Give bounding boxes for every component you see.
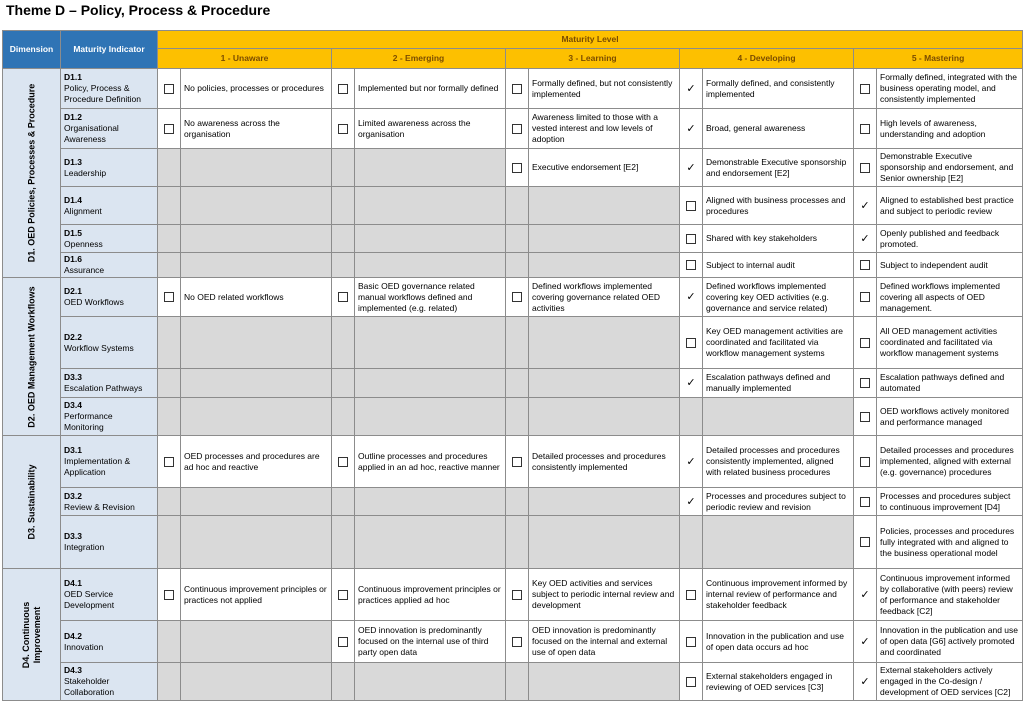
indicator-code: D1.1	[64, 72, 82, 82]
empty-cell	[355, 516, 506, 569]
checkmark-icon: ✓	[860, 634, 870, 648]
page-title: Theme D – Policy, Process & Procedure	[6, 2, 271, 18]
checkbox-icon[interactable]	[686, 338, 696, 348]
checkbox-icon[interactable]	[164, 590, 174, 600]
mark-cell	[158, 569, 181, 621]
empty-cell	[506, 398, 529, 436]
mark-cell	[854, 253, 877, 278]
table-row	[3, 187, 1023, 225]
checkbox-icon[interactable]	[860, 412, 870, 422]
empty-cell	[506, 187, 529, 225]
empty-cell	[158, 187, 181, 225]
mark-cell	[854, 398, 877, 436]
table-row	[3, 398, 1023, 436]
empty-cell	[332, 663, 355, 701]
empty-cell	[703, 516, 854, 569]
checkbox-icon[interactable]	[686, 201, 696, 211]
checkbox-icon[interactable]	[338, 84, 348, 94]
checkmark-icon: ✓	[860, 674, 870, 688]
table-row	[3, 278, 1023, 317]
level-description: Broad, general awareness	[703, 109, 854, 149]
mark-cell	[506, 621, 529, 663]
empty-cell	[529, 398, 680, 436]
mark-cell	[680, 69, 703, 109]
empty-cell	[355, 663, 506, 701]
level-description: Detailed processes and procedures implemented, aligned with external (e.g. governance) procedures	[877, 436, 1023, 488]
empty-cell	[680, 398, 703, 436]
checkbox-icon[interactable]	[512, 590, 522, 600]
level-description: External stakeholders actively engaged in the Co-design / development of OED services [C2]	[877, 663, 1023, 701]
dimension-cell	[3, 69, 61, 278]
checkbox-icon[interactable]	[686, 637, 696, 647]
empty-cell	[181, 225, 332, 253]
level-description: Demonstrable Executive sponsorship and endorsement [E2]	[703, 149, 854, 187]
checkbox-icon[interactable]	[512, 124, 522, 134]
empty-cell	[529, 663, 680, 701]
checkbox-icon[interactable]	[164, 292, 174, 302]
level-description: Formally defined, and consistently implemented	[703, 69, 854, 109]
level-description: Limited awareness across the organisation	[355, 109, 506, 149]
empty-cell	[158, 369, 181, 398]
indicator-cell	[61, 436, 158, 488]
indicator-name: Implementation & Application	[64, 456, 131, 477]
empty-cell	[680, 516, 703, 569]
empty-cell	[332, 253, 355, 278]
mark-cell	[158, 436, 181, 488]
mark-cell	[854, 516, 877, 569]
indicator-code: D3.3	[64, 531, 82, 541]
empty-cell	[529, 369, 680, 398]
indicator-name: Leadership	[64, 167, 107, 178]
mark-cell	[158, 109, 181, 149]
checkbox-icon[interactable]	[512, 637, 522, 647]
level-description: Escalation pathways defined and automated	[877, 369, 1023, 398]
indicator-name: Performance Monitoring	[64, 411, 113, 432]
mark-cell	[680, 369, 703, 398]
empty-cell	[332, 488, 355, 516]
indicator-code: D1.6	[64, 254, 82, 264]
empty-cell	[158, 621, 181, 663]
empty-cell	[158, 398, 181, 436]
mark-cell	[332, 436, 355, 488]
mark-cell	[854, 69, 877, 109]
mark-cell	[854, 278, 877, 317]
indicator-cell	[61, 109, 158, 149]
empty-cell	[355, 369, 506, 398]
mark-cell	[158, 69, 181, 109]
level-description: Processes and procedures subject to continuous improvement [D4]	[877, 488, 1023, 516]
checkmark-icon: ✓	[686, 81, 696, 95]
mark-cell	[854, 436, 877, 488]
indicator-cell	[61, 225, 158, 253]
table-row	[3, 621, 1023, 663]
mark-cell	[332, 278, 355, 317]
indicator-name: Organisational Awareness	[64, 123, 119, 144]
mark-cell	[680, 149, 703, 187]
empty-cell	[355, 488, 506, 516]
mark-cell	[854, 109, 877, 149]
empty-cell	[355, 149, 506, 187]
checkbox-icon[interactable]	[860, 124, 870, 134]
empty-cell	[181, 149, 332, 187]
checkbox-icon[interactable]	[686, 234, 696, 244]
indicator-code: D1.4	[64, 194, 82, 205]
empty-cell	[332, 369, 355, 398]
checkbox-icon[interactable]	[860, 292, 870, 302]
level-description: Aligned to established best practice and subject to periodic review	[877, 187, 1023, 225]
level-description: Subject to internal audit	[703, 253, 854, 278]
mark-cell	[854, 569, 877, 621]
indicator-code: D4.1	[64, 578, 82, 588]
checkbox-icon[interactable]	[686, 590, 696, 600]
empty-cell	[332, 149, 355, 187]
empty-cell	[355, 253, 506, 278]
level-description: Implemented but nor formally defined	[355, 69, 506, 109]
mark-cell	[680, 488, 703, 516]
checkmark-icon: ✓	[686, 290, 696, 303]
indicator-cell	[61, 317, 158, 369]
level-header-mastering: 5 - Mastering	[854, 49, 1023, 69]
empty-cell	[355, 225, 506, 253]
checkbox-icon[interactable]	[338, 124, 348, 134]
indicator-name: Assurance	[64, 265, 105, 275]
level-header-developing: 4 - Developing	[680, 49, 854, 69]
mark-cell	[506, 69, 529, 109]
indicator-name: OED Service Development	[64, 589, 115, 610]
empty-cell	[181, 516, 332, 569]
level-description: Continuous improvement principles or practices applied ad hoc	[355, 569, 506, 621]
level-description: Escalation pathways defined and manually implemented	[703, 369, 854, 398]
level-description: Aligned with business processes and procedures	[703, 187, 854, 225]
empty-cell	[158, 225, 181, 253]
level-description: OED innovation is predominantly focused on the internal use of third party open data	[355, 621, 506, 663]
table-row	[3, 317, 1023, 369]
mark-cell	[680, 621, 703, 663]
indicator-name: Integration	[64, 542, 105, 552]
indicator-code: D3.3	[64, 372, 82, 382]
empty-cell	[181, 253, 332, 278]
mark-cell	[854, 225, 877, 253]
checkbox-icon[interactable]	[338, 590, 348, 600]
checkbox-icon[interactable]	[860, 457, 870, 467]
mark-cell	[854, 369, 877, 398]
level-description: Subject to independent audit	[877, 253, 1023, 278]
checkbox-icon[interactable]	[686, 677, 696, 687]
checkbox-icon[interactable]	[338, 457, 348, 467]
checkbox-icon[interactable]	[860, 497, 870, 507]
indicator-name: OED Workflows	[64, 297, 124, 307]
indicator-code: D3.4	[64, 400, 82, 410]
dimension-label: D1. OED Policies, Processes & Procedure	[26, 83, 36, 263]
mark-cell	[680, 278, 703, 317]
mark-cell	[506, 436, 529, 488]
level-description: Basic OED governance related manual workflows defined and implemented (e.g. related)	[355, 278, 506, 317]
mark-cell	[680, 187, 703, 225]
indicator-code: D1.2	[64, 112, 82, 122]
level-description: External stakeholders engaged in reviewing of OED services [C3]	[703, 663, 854, 701]
empty-cell	[506, 663, 529, 701]
checkmark-icon: ✓	[860, 231, 870, 245]
level-description: No policies, processes or procedures	[181, 69, 332, 109]
checkbox-icon[interactable]	[338, 637, 348, 647]
indicator-cell	[61, 569, 158, 621]
checkbox-icon[interactable]	[512, 84, 522, 94]
mark-cell	[506, 278, 529, 317]
indicator-cell	[61, 253, 158, 278]
empty-cell	[355, 398, 506, 436]
empty-cell	[181, 369, 332, 398]
indicator-name: Workflow Systems	[64, 342, 134, 353]
empty-cell	[529, 488, 680, 516]
dimension-label: D3. Sustainability	[26, 464, 36, 540]
indicator-code: D3.2	[64, 490, 82, 501]
mark-cell	[854, 663, 877, 701]
empty-cell	[529, 187, 680, 225]
mark-cell	[332, 109, 355, 149]
level-description: Innovation in the publication and use of open data occurs ad hoc	[703, 621, 854, 663]
empty-cell	[181, 663, 332, 701]
empty-cell	[332, 516, 355, 569]
checkbox-icon[interactable]	[860, 163, 870, 173]
indicator-cell	[61, 663, 158, 701]
level-description: All OED management activities coordinated and facilitated via workflow management systems	[877, 317, 1023, 369]
level-description: Policies, processes and procedures fully integrated with and aligned to the business operational model	[877, 516, 1023, 569]
table-row	[3, 436, 1023, 488]
level-description: Key OED management activities are coordinated and facilitated via workflow management systems	[703, 317, 854, 369]
mark-cell	[332, 621, 355, 663]
mark-cell	[506, 569, 529, 621]
level-description: Continuous improvement principles or practices not applied	[181, 569, 332, 621]
empty-cell	[703, 398, 854, 436]
empty-cell	[158, 317, 181, 369]
level-description: Formally defined, but not consistently implemented	[529, 69, 680, 109]
level-description: High levels of awareness, understanding and adoption	[877, 109, 1023, 149]
indicator-name: Review & Revision	[64, 501, 135, 512]
checkmark-icon: ✓	[686, 376, 696, 389]
checkmark-icon: ✓	[686, 494, 696, 508]
level-description: Processes and procedures subject to periodic review and revision	[703, 488, 854, 516]
indicator-cell	[61, 398, 158, 436]
empty-cell	[506, 369, 529, 398]
dimension-label: D2. OED Management Workflows	[26, 285, 36, 428]
empty-cell	[181, 317, 332, 369]
indicator-cell	[61, 69, 158, 109]
level-description: OED workflows actively monitored and performance managed	[877, 398, 1023, 436]
empty-cell	[332, 317, 355, 369]
indicator-name: Escalation Pathways	[64, 383, 143, 393]
level-description: Key OED activities and services subject to periodic internal review and development	[529, 569, 680, 621]
dimension-cell	[3, 436, 61, 569]
dimension-cell	[3, 278, 61, 436]
level-description: Openly published and feedback promoted.	[877, 225, 1023, 253]
checkmark-icon: ✓	[686, 121, 696, 135]
checkbox-icon[interactable]	[686, 260, 696, 270]
empty-cell	[332, 398, 355, 436]
empty-cell	[181, 488, 332, 516]
checkbox-icon[interactable]	[860, 338, 870, 348]
empty-cell	[529, 225, 680, 253]
checkmark-icon: ✓	[860, 198, 870, 212]
checkmark-icon: ✓	[860, 587, 870, 601]
level-description: Demonstrable Executive sponsorship and endorsement, and Senior ownership [E2]	[877, 149, 1023, 187]
table-row	[3, 488, 1023, 516]
table-row	[3, 253, 1023, 278]
mark-cell	[854, 187, 877, 225]
empty-cell	[158, 253, 181, 278]
table-row	[3, 369, 1023, 398]
indicator-cell	[61, 187, 158, 225]
empty-cell	[355, 317, 506, 369]
indicator-code: D2.1	[64, 286, 82, 296]
maturity-matrix	[2, 30, 1023, 701]
empty-cell	[506, 225, 529, 253]
level-description: Continuous improvement informed by collaborative (with peers) review of performance and stakeholder feedback [C2]	[877, 569, 1023, 621]
indicator-name: Innovation	[64, 641, 104, 652]
maturity-level-header: Maturity Level	[158, 31, 1023, 49]
mark-cell	[506, 149, 529, 187]
indicator-code: D2.2	[64, 331, 82, 342]
indicator-code: D4.3	[64, 665, 82, 675]
table-row	[3, 569, 1023, 621]
mark-cell	[680, 663, 703, 701]
empty-cell	[506, 516, 529, 569]
checkbox-icon[interactable]	[512, 457, 522, 467]
checkbox-icon[interactable]	[164, 457, 174, 467]
mark-cell	[680, 317, 703, 369]
table-row	[3, 109, 1023, 149]
empty-cell	[332, 187, 355, 225]
empty-cell	[158, 663, 181, 701]
level-header-emerging: 2 - Emerging	[332, 49, 506, 69]
level-description: Defined workflows implemented covering governance related OED activities	[529, 278, 680, 317]
empty-cell	[529, 253, 680, 278]
checkbox-icon[interactable]	[164, 84, 174, 94]
mark-cell	[854, 317, 877, 369]
level-description: Awareness limited to those with a vested interest and low levels of adoption	[529, 109, 680, 149]
empty-cell	[181, 398, 332, 436]
table-row	[3, 663, 1023, 701]
empty-cell	[181, 621, 332, 663]
table-row	[3, 69, 1023, 109]
empty-cell	[506, 253, 529, 278]
level-header-unaware: 1 - Unaware	[158, 49, 332, 69]
dimension-label: D4. Continuous Improvement	[20, 601, 42, 668]
checkbox-icon[interactable]	[164, 124, 174, 134]
indicator-cell	[61, 516, 158, 569]
mark-cell	[680, 436, 703, 488]
dimension-cell	[3, 569, 61, 701]
table-row	[3, 225, 1023, 253]
level-description: Detailed processes and procedures consistently implemented	[529, 436, 680, 488]
level-description: Outline processes and procedures applied in an ad hoc, reactive manner	[355, 436, 506, 488]
level-description: Shared with key stakeholders	[703, 225, 854, 253]
level-description: OED innovation is predominantly focused on the internal and external use of open data	[529, 621, 680, 663]
empty-cell	[158, 488, 181, 516]
indicator-code: D1.3	[64, 156, 82, 167]
mark-cell	[854, 149, 877, 187]
indicator-name: Openness	[64, 238, 103, 249]
indicator-name: Stakeholder Collaboration	[64, 676, 115, 697]
mark-cell	[854, 488, 877, 516]
empty-cell	[158, 516, 181, 569]
empty-cell	[506, 317, 529, 369]
level-header-learning: 3 - Learning	[506, 49, 680, 69]
level-description: OED processes and procedures are ad hoc and reactive	[181, 436, 332, 488]
mark-cell	[680, 109, 703, 149]
mark-cell	[680, 569, 703, 621]
indicator-cell	[61, 621, 158, 663]
checkmark-icon: ✓	[686, 160, 696, 174]
level-description: Detailed processes and procedures consistently implemented, aligned with related business procedures	[703, 436, 854, 488]
checkbox-icon[interactable]	[338, 292, 348, 302]
checkbox-icon[interactable]	[512, 163, 522, 173]
indicator-cell	[61, 278, 158, 317]
level-description: Innovation in the publication and use of open data [G6] actively promoted and coordinated	[877, 621, 1023, 663]
empty-cell	[506, 488, 529, 516]
indicator-name: Alignment	[64, 205, 102, 216]
indicator-code: D1.5	[64, 227, 82, 238]
indicator-name: Policy, Process & Procedure Definition	[64, 83, 142, 104]
level-description: Executive endorsement [E2]	[529, 149, 680, 187]
indicator-cell	[61, 369, 158, 398]
empty-cell	[158, 149, 181, 187]
mark-cell	[332, 569, 355, 621]
indicator-cell	[61, 149, 158, 187]
level-description: Continuous improvement informed by internal review of performance and stakeholder feedback	[703, 569, 854, 621]
checkbox-icon[interactable]	[860, 260, 870, 270]
empty-cell	[529, 516, 680, 569]
level-description: No OED related workflows	[181, 278, 332, 317]
empty-cell	[355, 187, 506, 225]
level-description: No awareness across the organisation	[181, 109, 332, 149]
mark-cell	[854, 621, 877, 663]
empty-cell	[181, 187, 332, 225]
level-description: Defined workflows implemented covering key OED activities (e.g. governance and service related)	[703, 278, 854, 317]
indicator-code: D4.2	[64, 630, 82, 641]
checkbox-icon[interactable]	[512, 292, 522, 302]
checkmark-icon: ✓	[686, 454, 696, 468]
empty-cell	[529, 317, 680, 369]
dimension-header: Dimension	[3, 31, 61, 69]
table-row	[3, 149, 1023, 187]
mark-cell	[680, 253, 703, 278]
checkbox-icon[interactable]	[860, 378, 870, 388]
table-row	[3, 516, 1023, 569]
checkbox-icon[interactable]	[860, 84, 870, 94]
indicator-code: D3.1	[64, 445, 82, 455]
level-description: Formally defined, integrated with the business operating model, and consistently implemented	[877, 69, 1023, 109]
indicator-header: Maturity Indicator	[61, 31, 158, 69]
mark-cell	[158, 278, 181, 317]
mark-cell	[506, 109, 529, 149]
indicator-cell	[61, 488, 158, 516]
mark-cell	[332, 69, 355, 109]
mark-cell	[680, 225, 703, 253]
empty-cell	[332, 225, 355, 253]
checkbox-icon[interactable]	[860, 537, 870, 547]
level-description: Defined workflows implemented covering all aspects of OED management.	[877, 278, 1023, 317]
